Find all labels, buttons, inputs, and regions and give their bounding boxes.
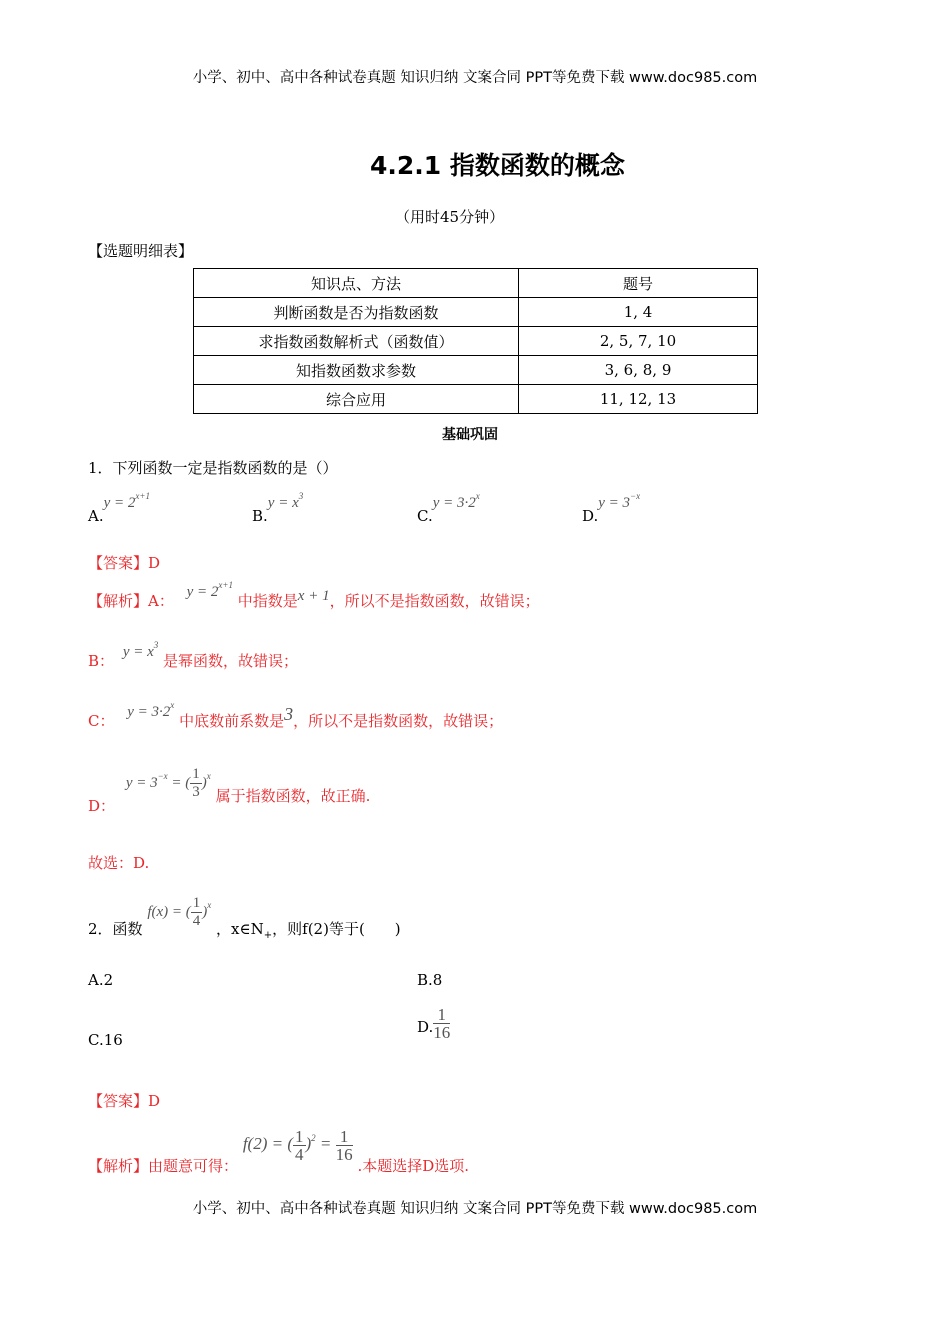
table-heading: 【选题明细表】 [88,242,194,260]
q2-option-c: C.16 [88,1031,123,1049]
q1-stem: 1．下列函数一定是指数函数的是（） [88,459,338,477]
table-row [194,385,758,414]
q1-analysis-a: 【解析】A： $y = 2^{x+1}$ 中指数是x + 1，所以不是指数函数，故错误； [88,580,540,610]
option-letter: B. [252,507,268,525]
q1-option-d [582,491,641,525]
table-cell: 1, 4 [519,298,758,327]
q1-answer: 【答案】D [88,554,161,572]
option-letter: A. [88,507,104,525]
q1-option-c [417,491,480,525]
header-banner: 小学、初中、高中各种试卷真题 知识归纳 文案合同 PPT等免费下载 www.doc985.com [192,70,758,86]
table-header-row [194,269,758,298]
q2-answer: 【答案】D [88,1092,161,1110]
footer-banner: 小学、初中、高中各种试卷真题 知识归纳 文案合同 PPT等免费下载 www.doc985.com [192,1201,758,1217]
q2-option-d: D. $\frac{1}{16}$ [417,1005,451,1042]
section-heading: 基础巩固 [442,427,498,443]
table-cell: 判断函数是否为指数函数 [194,298,519,327]
topic-table [193,268,758,414]
table-cell: 3, 6, 8, 9 [519,356,758,385]
option-letter: D. [582,507,599,525]
option-math: $y = 2^{x+1}$ [103,491,150,511]
q1-conclusion: 故选：D. [88,854,150,872]
table-row [194,327,758,356]
q2-option-a: A.2 [88,971,114,989]
q2-analysis: 【解析】由题意可得： f(2) = ( $\frac{1}{4}$ )$^2$ = $\frac{1}{16}$ .本题选择D选项. [88,1127,470,1176]
time-note: （用时45分钟） [395,208,505,226]
table-cell: 11, 12, 13 [519,385,758,414]
table-row [194,298,758,327]
table-header-cell: 题号 [519,269,758,298]
option-math: $y = x^3$ [267,491,304,511]
q1-option-b [252,491,304,525]
q2-stem: 2．函数 f(x) = ( $\frac{1}{4}$ )$^x$ ，$x\in N_+$，则f(2)等于( ) [88,895,401,941]
table-cell: 综合应用 [194,385,519,414]
table-cell: 2, 5, 7, 10 [519,327,758,356]
table-row [194,356,758,385]
option-math: $y = 3^{-x}$ [598,491,641,511]
q1-analysis-c: C： $y = 3\cdot 2^x$ 中底数前系数是3，所以不是指数函数，故错误； [88,700,504,730]
table-header-cell: 知识点、方法 [194,269,519,298]
option-math: $y = 3\cdot 2^x$ [432,491,480,511]
q1-option-a [88,491,150,525]
q1-analysis-d: D： $y = 3^{-x}$ = ( $\frac{1}{3}$ )$^x$ 属于指数函数，故正确. [88,766,371,815]
q2-option-b: B.8 [417,971,443,989]
page-title: 4.2.1 指数函数的概念 [370,151,625,180]
table-cell: 求指数函数解析式（函数值） [194,327,519,356]
option-letter: C. [417,507,433,525]
table-cell: 知指数函数求参数 [194,356,519,385]
q1-analysis-b: B： $y = x^3$ 是幂函数，故错误； [88,640,299,670]
